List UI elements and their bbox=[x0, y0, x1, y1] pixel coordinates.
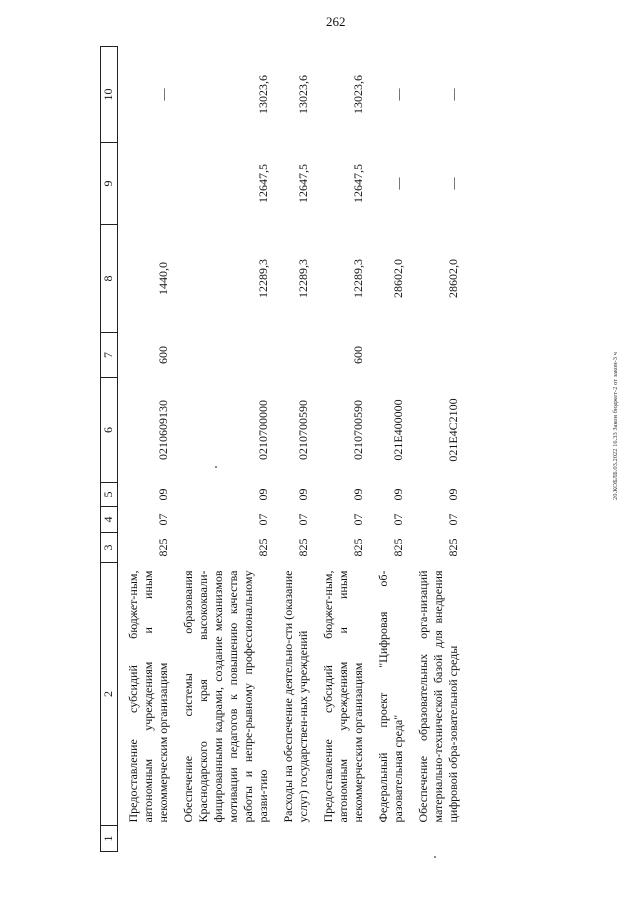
table-row bbox=[368, 47, 408, 852]
cell-amount-year2: — bbox=[391, 177, 405, 190]
cell-amount-year2: — bbox=[446, 177, 460, 190]
cell-ministry-code: 825 bbox=[351, 538, 365, 557]
cell-subsection: 09 bbox=[446, 488, 460, 501]
cell-ministry-code: 825 bbox=[296, 538, 310, 557]
cell-section: 07 bbox=[156, 513, 170, 526]
cell-amount-year3: 13023,6 bbox=[256, 75, 270, 114]
cell-section: 07 bbox=[391, 513, 405, 526]
column-header: 9 bbox=[101, 143, 118, 225]
cell-amount-year3: — bbox=[156, 88, 170, 101]
file-footer-note: 20.КОБЛБ.03.2022 16.33 Закон бюджет-2 от закон-3 ч bbox=[612, 352, 619, 500]
cell-amount-year3: 13023,6 bbox=[296, 75, 310, 114]
cell-amount-year2: 12647,5 bbox=[256, 164, 270, 203]
column-header: 1 bbox=[101, 826, 118, 852]
column-header: 10 bbox=[101, 47, 118, 143]
cell-amount-year1: 12289,3 bbox=[296, 259, 310, 298]
cell-expense-type: 600 bbox=[351, 346, 365, 364]
cell-subsection: 09 bbox=[256, 488, 270, 501]
row-description: Федеральный проект "Цифровая об-разовательная среда" bbox=[376, 570, 405, 823]
budget-table bbox=[100, 46, 463, 852]
column-number-header bbox=[101, 47, 118, 852]
cell-amount-year2: 12647,5 bbox=[351, 164, 365, 203]
cell-expense-type: 600 bbox=[156, 346, 170, 364]
table-row bbox=[118, 47, 174, 852]
cell-amount-year2 bbox=[118, 143, 174, 225]
cell-amount-year1: 28602,0 bbox=[391, 259, 405, 298]
cell-amount-year3: — bbox=[391, 88, 405, 101]
cell-ministry-code: 825 bbox=[391, 538, 405, 557]
cell-subsection: 09 bbox=[296, 488, 310, 501]
cell-amount-year1: 12289,3 bbox=[256, 259, 270, 298]
cell-amount-year2: 12647,5 bbox=[296, 164, 310, 203]
column-header: 7 bbox=[101, 333, 118, 378]
cell-expense-type bbox=[173, 333, 273, 378]
cell-ministry-code: 825 bbox=[256, 538, 270, 557]
column-header: 6 bbox=[101, 378, 118, 483]
cell-ministry-code: 825 bbox=[446, 538, 460, 557]
cell-expense-type bbox=[368, 333, 408, 378]
cell-section: 07 bbox=[446, 513, 460, 526]
cell-amount-year1: 12289,3 bbox=[351, 259, 365, 298]
cell-amount-year1: 1440,0 bbox=[156, 262, 170, 295]
cell-subsection: 09 bbox=[391, 488, 405, 501]
page-number: 262 bbox=[326, 14, 346, 29]
table-row bbox=[173, 47, 273, 852]
row-description: Расходы на обеспечение деятельно-сти (оказание услуг) государствен-ных учреждений bbox=[281, 570, 310, 823]
table-row bbox=[408, 47, 463, 852]
cell-target-article: 0210700000 bbox=[256, 400, 270, 460]
column-header: 8 bbox=[101, 225, 118, 333]
cell-section: 07 bbox=[296, 513, 310, 526]
column-header: 2 bbox=[101, 563, 118, 826]
cell-target-article: 0210700590 bbox=[351, 400, 365, 460]
cell-target-article: 021E4C2100 bbox=[446, 398, 460, 462]
row-description: Предоставление субсидий бюджет-ным, автономным учреждениям и иным некоммерческим организациям bbox=[126, 570, 170, 823]
column-header: 4 bbox=[101, 507, 118, 533]
table-row bbox=[313, 47, 368, 852]
cell-target-article: 0210609130 bbox=[156, 400, 170, 460]
row-description: Обеспечение системы образования Краснодарского края высококвали-фицированными кадрами, создание механизмов мотивации педагогов к повышению качества работы и непре-рывному профессиональному разви-тию bbox=[181, 570, 270, 823]
column-header: 5 bbox=[101, 483, 118, 507]
column-header: 3 bbox=[101, 533, 118, 563]
cell-subsection: 09 bbox=[351, 488, 365, 501]
cell-ministry-code: 825 bbox=[156, 538, 170, 557]
row-description: Предоставление субсидий бюджет-ным, автономным учреждениям и иным некоммерческим организациям bbox=[321, 570, 365, 823]
table-row bbox=[273, 47, 313, 852]
cell-expense-type bbox=[408, 333, 463, 378]
budget-table-sheet bbox=[100, 47, 610, 852]
cell-section: 07 bbox=[256, 513, 270, 526]
cell-target-article: 021E400000 bbox=[391, 399, 405, 461]
cell-amount-year3: — bbox=[446, 88, 460, 101]
cell-amount-year3: 13023,6 bbox=[351, 75, 365, 114]
cell-section: 07 bbox=[351, 513, 365, 526]
cell-expense-type bbox=[273, 333, 313, 378]
cell-subsection: 09 bbox=[156, 488, 170, 501]
row-description: Обеспечение образовательных орга-низаций материально-технической базой для внедрения цифровой обра-зовательной среды bbox=[416, 570, 460, 823]
scan-speck bbox=[434, 856, 436, 858]
cell-target-article: 0210700590 bbox=[296, 400, 310, 460]
cell-amount-year1: 28602,0 bbox=[446, 259, 460, 298]
